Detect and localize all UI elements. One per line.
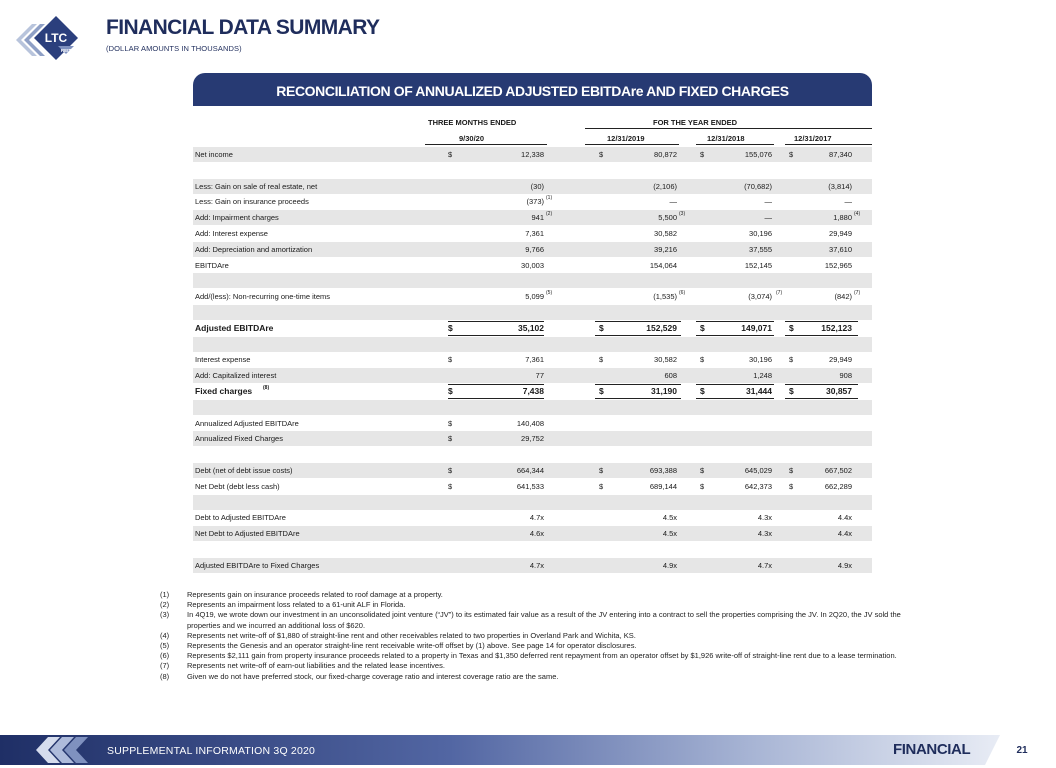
table-row [193,400,872,415]
table-cell [448,466,544,476]
cell-value: 77 [535,371,544,381]
row-label: Debt (net of debt issue costs) [195,466,293,475]
logo-text: LTC [44,31,68,45]
cell-value: 31,190 [651,386,677,396]
table-cell [599,323,677,333]
table-row [193,194,872,209]
footnote-number: (1) [160,590,170,599]
cell-value: — [844,197,852,207]
currency-symbol: $ [448,481,453,491]
cell-value: 9,766 [525,244,544,254]
table-cell [448,434,544,444]
table-row [193,305,872,320]
footnote-ref: (1) [546,195,553,202]
table-cell [789,150,852,160]
footnote-number: (4) [160,630,170,640]
table-row [193,510,872,525]
table-cell [700,386,772,396]
footnote-number: (6) [160,651,170,661]
column-header-q3-2020: 9/30/20 [459,134,485,143]
footer-section-label: FINANCIAL [893,741,971,758]
table-cell [599,355,677,365]
column-underline-2018 [696,144,774,145]
table-cell [700,355,772,365]
row-label: Add/(less): Non-recurring one-time items [195,292,331,302]
cell-value: 7,361 [525,229,544,238]
cell-value: 1,248 [753,371,772,381]
table-cell [789,561,852,571]
table-cell [448,482,544,492]
cell-value: 4.4x [837,529,852,539]
table-cell [789,482,852,492]
table-cell [700,529,772,539]
column-header-2019: 12/31/2019 [607,134,645,143]
cell-value: 30,582 [654,229,677,238]
table-cell [789,371,852,381]
cell-value: 1,880 [833,213,852,223]
cell-value: 29,752 [521,434,544,444]
row-label: Net income [195,150,233,159]
footnote-number: (7) [160,661,170,671]
table-cell [700,229,772,239]
currency-symbol: $ [448,386,453,396]
cell-value: (3,074) [748,292,772,302]
footnote-text: Represents net write-off of earn-out liabilities and the related lease incentives. [187,661,445,671]
table-cell [599,150,677,160]
table-cell [700,371,772,381]
table-row [193,289,872,304]
column-header-2018: 12/31/2018 [707,134,745,143]
currency-symbol: $ [789,322,794,333]
footnote [160,600,930,610]
footnote-text: Represents net write-off of $1,880 of straight-line rent and other receivables related to two properties in Overland Park and Wichita, KS. [187,630,636,640]
currency-symbol: $ [789,386,794,396]
cell-value: 608 [664,371,677,381]
page-title: FINANCIAL DATA SUMMARY [106,16,380,39]
footnote [160,641,930,651]
cell-value: 4.5x [662,529,677,539]
logo-subtext: REIT [60,48,72,53]
cell-value: 908 [839,371,852,381]
row-label: Debt to Adjusted EBITDAre [195,513,286,523]
cell-value: 37,610 [829,244,852,254]
cell-value: 30,196 [749,229,772,238]
row-label: Add: Capitalized interest [195,371,277,381]
table-row [193,495,872,510]
table-row [193,542,872,557]
table-cell [599,386,677,396]
currency-symbol: $ [448,355,453,365]
cell-value: 4.9x [837,560,852,570]
footnote-ref: (3) [679,211,686,218]
table-cell [700,482,772,492]
footer-supplemental-label: SUPPLEMENTAL INFORMATION 3Q 2020 [107,745,316,757]
row-label: Net Debt to Adjusted EBITDAre [195,529,300,539]
table-cell [789,466,852,476]
row-label: Less: Gain on sale of real estate, net [195,181,318,191]
table-cell [448,150,544,160]
footnote [160,651,930,661]
table-row [193,447,872,462]
cell-value: 152,965 [824,260,852,270]
currency-symbol: $ [599,150,604,159]
cell-value: 4.6x [529,529,544,539]
row-label: Annualized Fixed Charges [195,434,283,444]
row-label: Adjusted EBITDAre to Fixed Charges [195,560,320,570]
table-cell [448,529,544,539]
row-label: Add: Impairment charges [195,213,279,223]
column-underline-2017 [785,144,872,145]
cell-value: 4.7x [529,560,544,570]
cell-value: 667,502 [824,466,852,475]
table-cell [700,466,772,476]
table-cell [599,371,677,381]
cell-value: 664,344 [516,466,544,475]
currency-symbol: $ [700,386,705,396]
currency-symbol: $ [448,150,453,159]
currency-symbol: $ [700,322,705,333]
currency-symbol: $ [599,481,604,491]
table-cell [448,419,544,429]
cell-value: 152,123 [821,322,852,333]
cell-value: 29,949 [829,229,852,238]
table-cell [700,197,772,207]
footnote-ref: (6) [679,290,686,297]
row-label: Annualized Adjusted EBITDAre [195,418,299,428]
currency-symbol: $ [448,418,453,428]
cell-value: 30,003 [521,260,544,270]
cell-value: 80,872 [654,150,677,159]
table-cell [789,245,852,255]
currency-symbol: $ [448,466,453,475]
cell-value: 7,361 [525,355,544,365]
footnote-text: In 4Q19, we wrote down our investment in an unconsolidated joint venture (“JV”) to its estimated fair value as a result of the JV entering into a contract to sell the properties comprising the JV. In 2Q20, the JV sold the properties and we incurred an additional loss of $620. [187,610,901,630]
table-cell [789,529,852,539]
table-row [193,558,872,573]
cell-value: (2,106) [653,181,677,191]
table-row [193,163,872,178]
table-cell [700,323,772,333]
section-banner: RECONCILIATION OF ANNUALIZED ADJUSTED EBITDAre AND FIXED CHARGES [193,73,872,106]
currency-symbol: $ [789,150,794,159]
cell-value: — [764,213,772,223]
table-cell [599,561,677,571]
table-cell [599,229,677,239]
cell-value: 4.3x [757,513,772,523]
table-cell [599,482,677,492]
table-cell [448,182,544,192]
cell-value: 4.9x [662,560,677,570]
row-label: Fixed charges [195,386,253,396]
cell-value: 154,064 [649,260,677,270]
footnote [160,631,930,641]
cell-value: 941 [531,213,544,223]
table-row [193,526,872,541]
footnote [160,661,930,671]
currency-symbol: $ [448,322,453,333]
cell-value: 5,099 [525,292,544,302]
cell-value: 645,029 [744,466,772,475]
currency-symbol: $ [599,386,604,396]
table-cell [789,513,852,523]
cell-value: 662,289 [824,481,852,491]
table-cell [599,292,677,302]
table-cell [599,245,677,255]
currency-symbol: $ [599,466,604,475]
row-label: Add: Interest expense [195,229,268,238]
table-cell [789,197,852,207]
cell-value: 7,438 [522,386,544,396]
table-cell [599,261,677,271]
row-label: Less: Gain on insurance proceeds [195,197,309,207]
cell-value: 37,555 [749,244,772,254]
cell-value: (1,535) [653,292,677,302]
table-cell [789,229,852,239]
table-cell [700,292,772,302]
table-cell [700,150,772,160]
header-three-months: THREE MONTHS ENDED [428,118,517,127]
table-cell [448,245,544,255]
cell-value: 693,388 [649,466,677,475]
table-row [193,416,872,431]
table-cell [448,513,544,523]
ltc-reit-logo [10,12,80,68]
table-cell [789,182,852,192]
table-cell [789,213,852,223]
table-cell [700,245,772,255]
cell-value: 12,338 [521,150,544,159]
table-cell [700,261,772,271]
currency-symbol: $ [448,434,453,444]
cell-value: — [764,197,772,207]
cell-value: 140,408 [516,418,544,428]
footnote-ref: (4) [854,211,861,218]
table-row [193,273,872,288]
table-cell [448,292,544,302]
table-row [193,147,872,162]
table-cell [599,197,677,207]
footnote-number: (5) [160,641,170,651]
currency-symbol: $ [789,466,794,475]
cell-value: 29,949 [829,355,852,365]
footnote-number: (3) [160,610,170,620]
table-cell [700,513,772,523]
footnote-text: Represents $2,111 gain from property insurance proceeds related to a property in Texas and $1,350 deferred rent repayment from an operator offset by $1,926 write-off of straight-line rent due to a lease termination. [187,651,897,661]
row-label: Add: Depreciation and amortization [195,244,313,254]
table-cell [789,355,852,365]
cell-value: (3,814) [828,181,852,191]
cell-value: (373) [526,197,544,207]
table-cell [789,386,852,396]
row-label: Adjusted EBITDAre [195,322,274,333]
cell-value: (842) [834,292,852,302]
footnote-ref: (7) [854,290,861,297]
table-row [193,242,872,257]
column-underline-q3-2020 [425,144,547,145]
table-row [193,210,872,225]
table-row [193,258,872,273]
cell-value: 30,857 [826,386,852,396]
cell-value: (70,682) [744,181,772,191]
currency-symbol: $ [700,466,705,475]
table-row [193,337,872,352]
cell-value: 641,533 [516,481,544,491]
cell-value: 642,373 [744,481,772,491]
cell-value: 152,529 [646,322,677,333]
currency-symbol: $ [700,481,705,491]
table-cell [599,213,677,223]
table-row [193,352,872,367]
page-subtitle: (DOLLAR AMOUNTS IN THOUSANDS) [106,44,242,53]
table-row [193,226,872,241]
currency-symbol: $ [599,322,604,333]
table-cell [448,197,544,207]
cell-value: 87,340 [829,150,852,159]
footnote-text: Represents the Genesis and an operator straight-line rent receivable write-off offset by (1) above. See page 14 for operator disclosures. [187,641,637,651]
cell-value: 31,444 [746,386,772,396]
table-cell [448,371,544,381]
row-label: Net Debt (debt less cash) [195,481,280,491]
table-cell [599,182,677,192]
currency-symbol: $ [789,355,794,365]
cell-value: 30,582 [654,355,677,365]
cell-value: — [669,197,677,207]
cell-value: 4.3x [757,529,772,539]
table-row [193,479,872,494]
table-row [193,179,872,194]
table-cell [789,323,852,333]
cell-value: 4.4x [837,513,852,523]
footnote-ref: (7) [776,290,783,297]
table-row [193,368,872,383]
table-cell [789,261,852,271]
table-cell [448,355,544,365]
cell-value: 39,216 [654,244,677,254]
column-underline-2019 [585,144,679,145]
footnote [160,590,930,600]
column-header-2017: 12/31/2017 [794,134,832,143]
cell-value: (30) [530,181,544,191]
table-cell [700,182,772,192]
footnote-number: (8) [160,671,170,681]
footnote-text: Represents an impairment loss related to a 61-unit ALF in Florida. [187,600,406,610]
row-label: EBITDAre [195,260,229,270]
footnote-ref: (5) [546,290,553,297]
currency-symbol: $ [599,355,604,365]
currency-symbol: $ [789,481,794,491]
table-cell [599,513,677,523]
footnote [160,672,930,682]
footnotes [160,590,930,682]
cell-value: 149,071 [741,322,772,333]
cell-value: 4.7x [529,513,544,523]
table-cell [448,386,544,396]
table-cell [448,213,544,223]
cell-value: 155,076 [744,150,772,159]
row-label: Interest expense [195,355,251,365]
row-label-footnote-ref: (8) [263,385,270,391]
footnote-text: Given we do not have preferred stock, our fixed-charge coverage ratio and interest coverage ratio are the same. [187,671,559,681]
table-cell [599,466,677,476]
footnote-text: Represents gain on insurance proceeds related to roof damage at a property. [187,590,443,599]
table-cell [448,229,544,239]
footnote [160,610,930,630]
table-cell [448,323,544,333]
cell-value: 152,145 [744,260,772,270]
header-year-underline [585,128,872,129]
currency-symbol: $ [700,150,705,159]
currency-symbol: $ [700,355,705,365]
table-cell [700,213,772,223]
table-cell [789,292,852,302]
table-cell [448,561,544,571]
table-row [193,463,872,478]
table-cell [700,561,772,571]
footnote-number: (2) [160,600,170,610]
cell-value: 5,500 [658,213,677,223]
cell-value: 4.5x [662,513,677,523]
table-cell [448,261,544,271]
header-for-year: FOR THE YEAR ENDED [653,118,738,127]
footnote-ref: (2) [546,211,553,218]
cell-value: 30,196 [749,355,772,365]
page-number: 21 [1016,745,1028,756]
table-cell [599,529,677,539]
cell-value: 35,102 [518,322,544,333]
table-row [193,321,872,336]
table-row [193,384,872,399]
table-row [193,431,872,446]
cell-value: 4.7x [757,560,772,570]
cell-value: 689,144 [649,481,677,491]
